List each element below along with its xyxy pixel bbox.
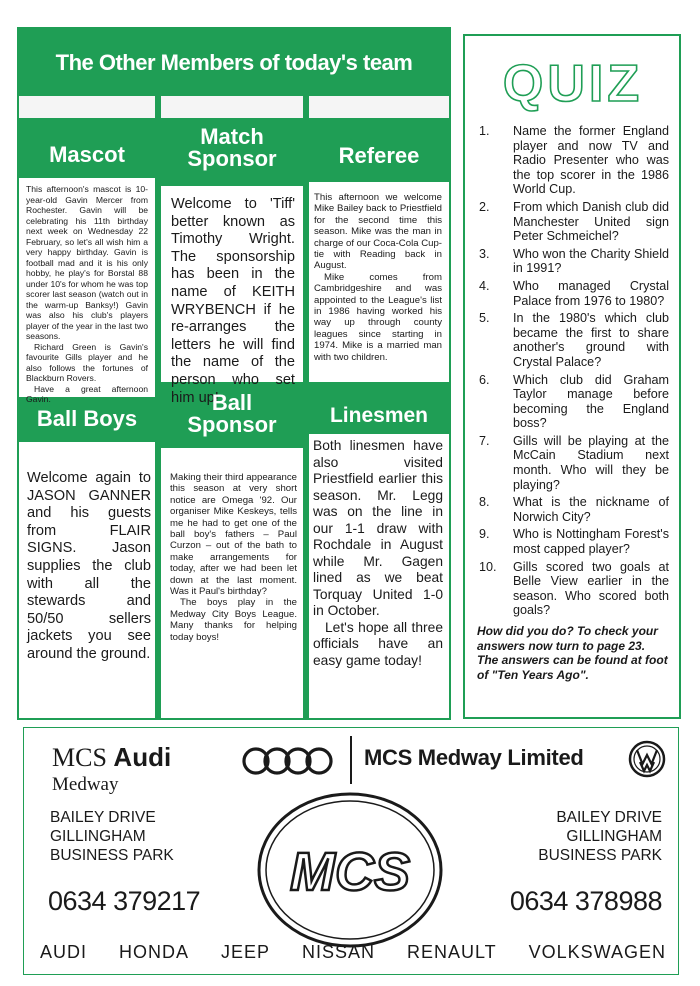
mascot-heading: Mascot	[49, 142, 125, 167]
quiz-question-number: 2.	[479, 199, 490, 214]
brand-item: VOLKSWAGEN	[528, 942, 666, 962]
mascot-paragraph: Have a great afternoon Gavin.	[26, 383, 148, 404]
brand-item: HONDA	[118, 942, 189, 962]
quiz-footer: How did you do? To check your answers now turn to page 23. The answers can be found at foot of "Ten Years Ago".	[477, 624, 668, 682]
ball-sponsor-panel	[161, 448, 303, 718]
quiz-question-text: Who won the Charity Shield in 1991?	[513, 246, 669, 276]
quiz-question-number: 10.	[479, 559, 497, 574]
volkswagen-logo-icon	[628, 740, 666, 778]
brand-item: NISSAN	[301, 942, 375, 962]
quiz-title: QUIZ	[502, 55, 644, 113]
ball-boys-heading: Ball Boys	[36, 406, 138, 431]
quiz-question-number: 1.	[479, 124, 490, 138]
ball-boys-panel	[19, 442, 155, 718]
quiz-question	[477, 247, 669, 276]
linesmen-heading: Linesmen	[329, 404, 429, 427]
brand-item: JEEP	[220, 942, 270, 962]
address-left	[50, 808, 174, 865]
match-sponsor-heading-line2: Sponsor	[187, 146, 277, 172]
mascot-paragraph: Richard Green is Gavin's favourite Gills player and he also follows the fortunes of Blackburn Rovers.	[26, 341, 148, 383]
quiz-question-text: What is the nickname of Norwich City?	[513, 495, 669, 524]
quiz-question-text: Who managed Crystal Palace from 1976 to 1980?	[513, 278, 669, 308]
audi-name: Audi	[113, 742, 172, 772]
mcs-medway-brand: MCS Medway Limited	[364, 745, 584, 770]
address-line: GILLINGHAM	[50, 828, 146, 845]
address-line: BUSINESS PARK	[50, 847, 174, 864]
ball-sponsor-paragraph: Making their third appearance this season at very short notice are Omega '92. Our organiser Mike Keskeys, tells me he had to get one of the ball boy's fathers – Paul Curzon – out of the bath to make arrangements for today, after we had been let down at the last moment. Was it Paul's birthday?	[170, 472, 297, 598]
ball-sponsor-heading-line1: Ball	[211, 390, 253, 415]
quiz-question-text: Name the former England player and now TV and Radio Presenter who was the top scorer in the 1986 World Cup.	[513, 124, 669, 197]
phone-left: 0634 379217	[48, 886, 201, 916]
mcs-prefix: MCS	[52, 743, 107, 772]
ball-sponsor-heading	[161, 392, 303, 437]
quiz-question	[477, 311, 669, 369]
address-line: GILLINGHAM	[566, 828, 662, 845]
match-sponsor-heading	[161, 126, 303, 171]
brand-list	[40, 942, 666, 963]
address-right	[500, 808, 662, 865]
quiz-questions	[477, 124, 669, 618]
linesmen-paragraph: Let's hope all three officials have an easy game today!	[313, 619, 443, 668]
ball-sponsor-paragraph: The boys play in the Medway City Boys League. Many thanks for helping today boys!	[170, 597, 297, 643]
quiz-question-text: Gills will be playing at the McCain Stadium next month. Who will they be playing?	[513, 433, 669, 492]
referee-paragraph: Mike comes from Cambridgeshire and was appointed to the League's list in 1986 having worked his way up through county leagues since starting in 1974. Mike is a married man with two children.	[314, 271, 442, 363]
mcs-oval-logo-icon	[255, 790, 445, 950]
address-line: BAILEY DRIVE	[50, 809, 156, 826]
quiz-question-text: Who is Nottingham Forest's most capped player?	[513, 527, 669, 557]
brand-item: RENAULT	[406, 942, 497, 962]
mcs-logo-text: MCS	[290, 842, 410, 902]
phone-right: 0634 378988	[509, 886, 662, 916]
quiz-question-number: 5.	[479, 311, 490, 326]
quiz-question-number: 4.	[479, 278, 490, 293]
quiz-question-number: 7.	[479, 433, 490, 448]
mcs-audi-brand	[52, 742, 171, 773]
ball-boys-text: Welcome again to JASON GANNER and his guests from FLAIR SIGNS. Jason supplies the club with all the stewards and 50/50 sellers jackets you see around the ground.	[27, 470, 151, 662]
mascot-panel	[19, 178, 155, 404]
quiz-question-text: In the 1980's which club became the first to share another's ground with Crystal Palace?	[513, 311, 669, 369]
quiz-question	[477, 527, 669, 556]
quiz-question	[477, 434, 669, 492]
brand-item: AUDI	[40, 942, 88, 962]
quiz-box	[463, 34, 681, 719]
quiz-question-text: Which club did Graham Taylor manage before becoming the England boss?	[513, 372, 669, 431]
quiz-question	[477, 560, 669, 618]
strip	[309, 96, 449, 118]
mascot-paragraph: This afternoon's mascot is 10-year-old Gavin Mercer from Rochester. Gavin will be celebrating his 11th birthday next week on Wednesday 22 February, so let's all wish him a very happy birthday. Gavin is football mad and it is his only hobby, he play's for Borstal 88 under 10's for whom he was top scorer last season (watch out in the warm-up Banksy!) Gavin was also his club's players player of the year in the last two seasons.	[26, 184, 148, 341]
linesmen-paragraph: Both linesmen have also visited Priestfield earlier this season. Mr. Legg was on the line in our 1-1 draw with Rochdale in August while Mr. Gagen lined as we beat Torquay United 1-0 in October.	[313, 438, 443, 618]
referee-panel	[309, 182, 449, 382]
quiz-question-number: 8.	[479, 495, 490, 510]
quiz-question	[477, 373, 669, 431]
linesmen-panel	[309, 434, 449, 718]
quiz-question-number: 6.	[479, 372, 490, 387]
page-title: The Other Members of today's team	[55, 50, 413, 75]
address-line: BUSINESS PARK	[538, 847, 662, 864]
mcs-audi-sub: Medway	[52, 774, 119, 795]
separator	[350, 736, 352, 784]
referee-heading: Referee	[338, 143, 420, 168]
quiz-question	[477, 495, 669, 524]
quiz-question-text: From which Danish club did Manchester United sign Peter Schmeichel?	[513, 199, 669, 244]
audi-rings-icon	[240, 746, 336, 776]
quiz-question-text: Gills scored two goals at Belle View earlier in the season. Who scored both goals?	[513, 559, 669, 618]
quiz-question	[477, 279, 669, 308]
quiz-question-number: 3.	[479, 246, 490, 261]
referee-paragraph: This afternoon we welcome Mike Bailey back to Priestfield for the second time this season. Mike was the man in charge of our Coca-Cola Cup-tie with Reading back in August.	[314, 192, 442, 272]
match-sponsor-heading-line1: Match	[200, 124, 264, 149]
ball-sponsor-heading-line2: Sponsor	[187, 412, 277, 438]
strip	[161, 96, 303, 118]
quiz-question-number: 9.	[479, 527, 490, 542]
quiz-question	[477, 200, 669, 244]
address-line: BAILEY DRIVE	[556, 809, 662, 826]
quiz-question	[477, 124, 669, 197]
match-sponsor-text: Welcome to 'Tiff' better known as Timothy Wright. The sponsorship has been in the name of KEITH WRYBENCH if he re-arranges the letters he will find the name of the person who set him up!	[171, 196, 295, 406]
strip	[19, 96, 155, 118]
